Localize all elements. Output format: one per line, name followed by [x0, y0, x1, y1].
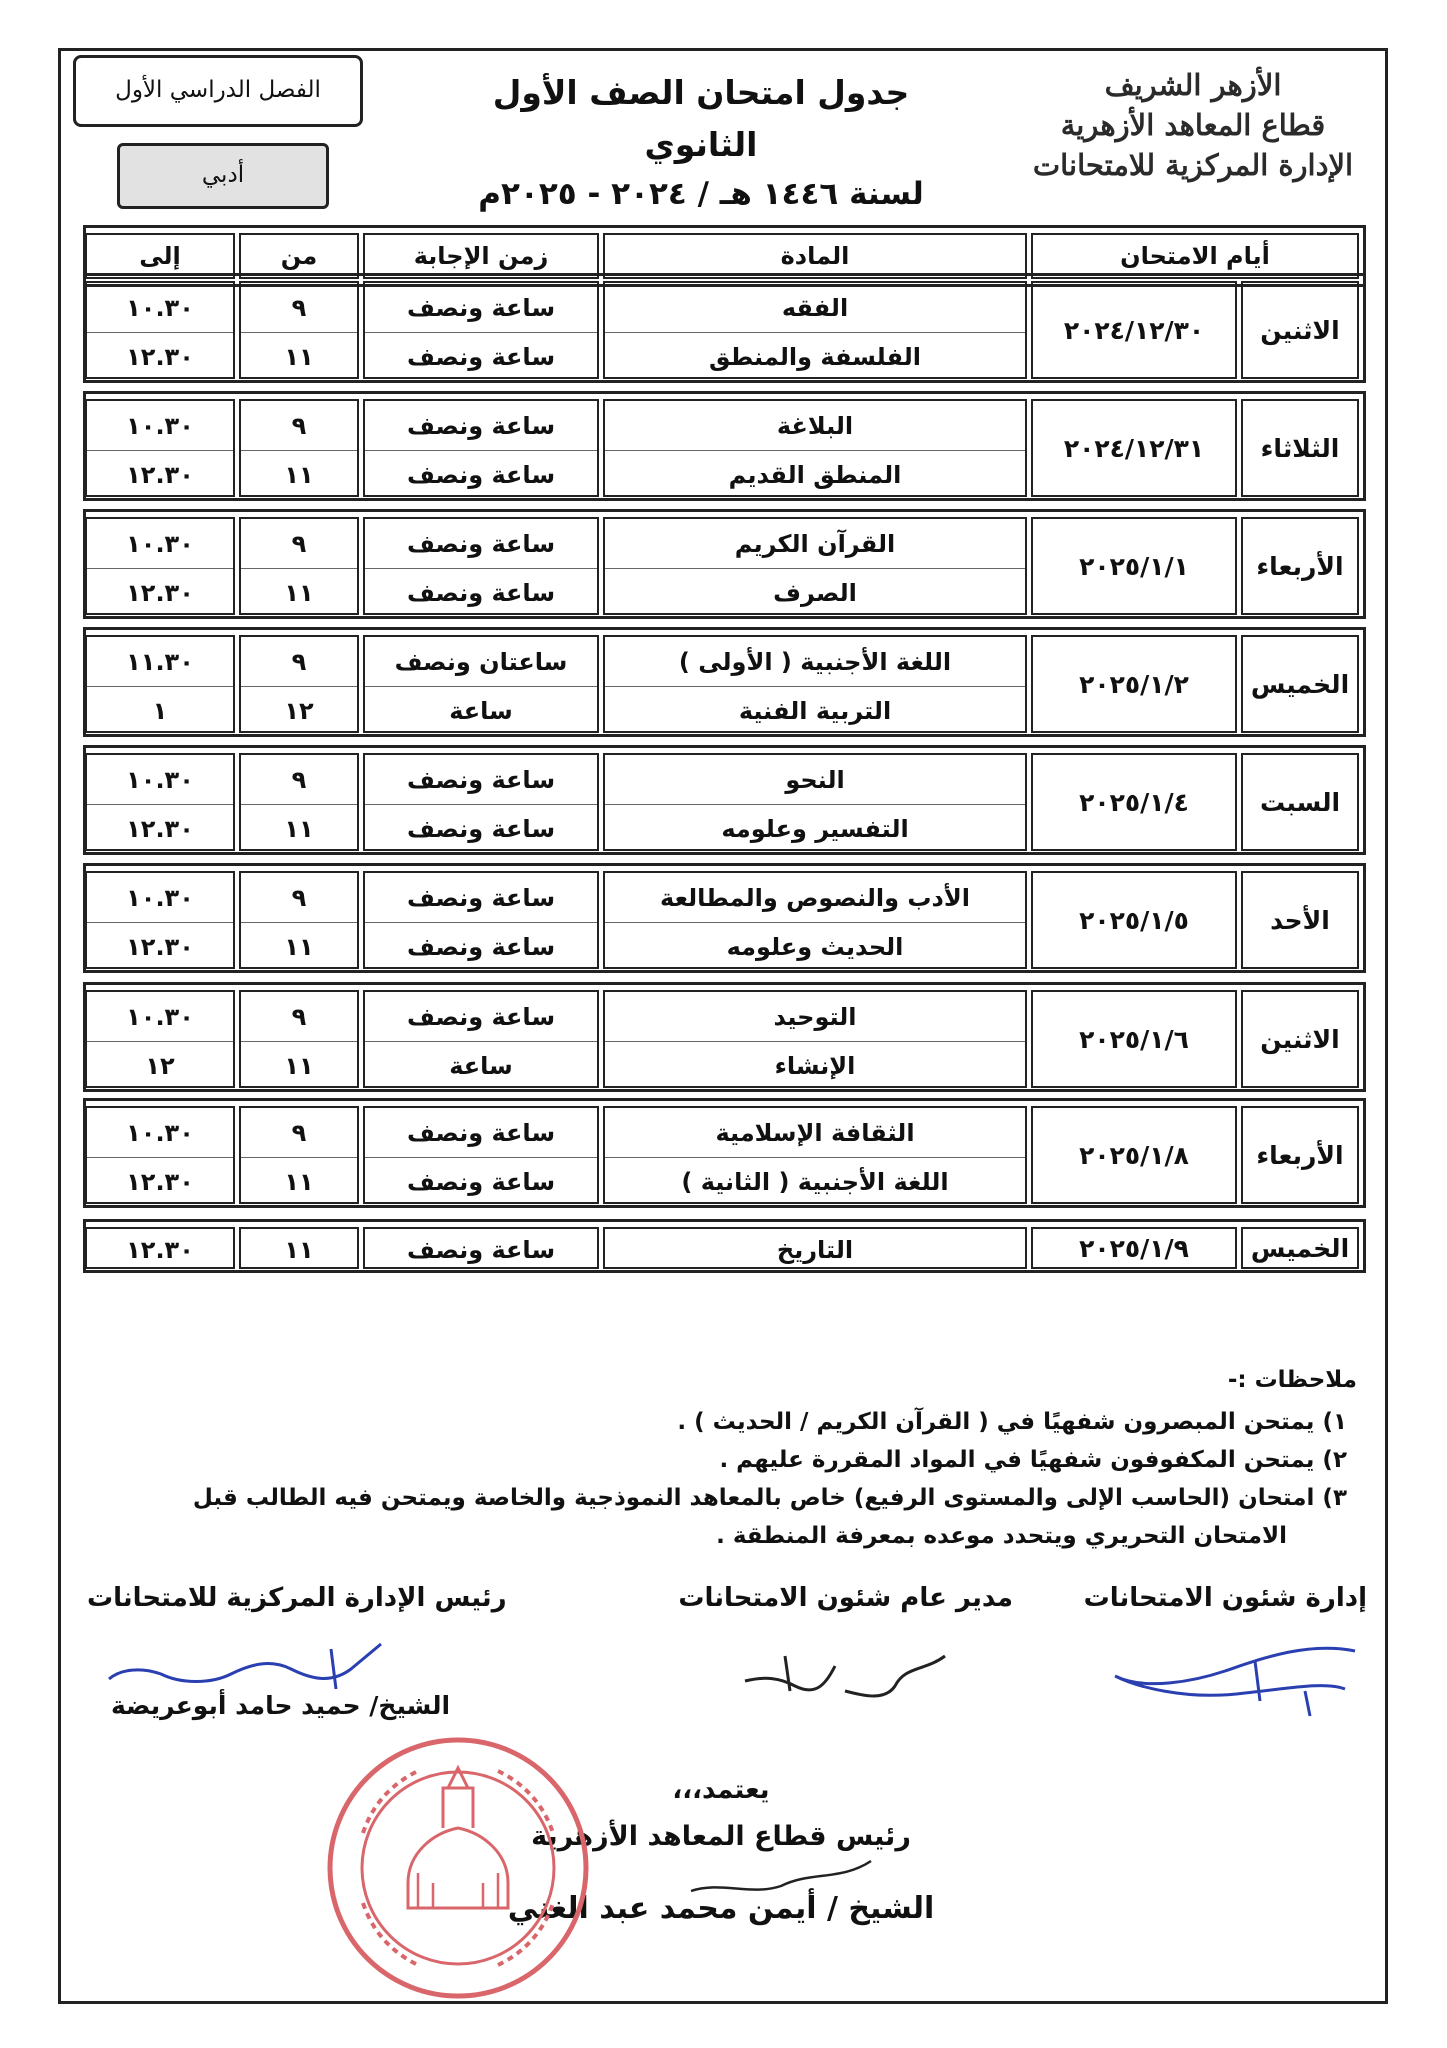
day-group [83, 982, 1366, 1092]
day-group [83, 391, 1366, 501]
schedule-title [441, 67, 961, 217]
from-cell [239, 399, 359, 497]
org-line: الأزهر الشريف [1104, 68, 1282, 102]
subject-cell [603, 990, 1027, 1088]
subject-value: المنطق القديم [728, 460, 902, 489]
to-value: ١٢.٣٠ [126, 342, 194, 371]
to-value: ١٢.٣٠ [126, 932, 194, 961]
header-subject: المادة [603, 233, 1027, 279]
from-value: ١١ [284, 578, 314, 607]
duration-cell [363, 1227, 599, 1269]
duration-value: ساعة ونصف [406, 814, 556, 843]
subject-cell [603, 517, 1027, 615]
subject-cell [603, 1227, 1027, 1269]
header-duration: زمن الإجابة [363, 233, 599, 279]
to-cell [85, 871, 235, 969]
duration-value: ساعة ونصف [406, 932, 556, 961]
duration-value: ساعة [449, 1051, 513, 1080]
semester-box: الفصل الدراسي الأول [73, 55, 363, 127]
duration-value: ساعة ونصف [365, 873, 597, 923]
day-cell: الأربعاء [1241, 1106, 1359, 1204]
approve-label: يعتمد،،، [672, 1775, 770, 1805]
day-cell: الثلاثاء [1241, 399, 1359, 497]
day-group [83, 745, 1366, 855]
date-cell: ٢٠٢٥/١/١ [1031, 517, 1237, 615]
day-cell: الأحد [1241, 871, 1359, 969]
subject-cell [603, 281, 1027, 379]
sector-head-title: رئيس قطاع المعاهد الأزهرية [531, 1821, 911, 1852]
header-to: إلى [85, 233, 235, 279]
subject-value: الثقافة الإسلامية [605, 1108, 1025, 1158]
from-cell [239, 753, 359, 851]
org-line: الإدارة المركزية للامتحانات [1032, 148, 1354, 182]
to-value: ١٢.٣٠ [126, 1236, 194, 1264]
exam-affairs-signature [1105, 1631, 1365, 1721]
subject-value: القرآن الكريم [605, 519, 1025, 569]
subject-value: التفسير وعلومه [721, 814, 909, 843]
subject-cell [603, 753, 1027, 851]
to-cell [85, 517, 235, 615]
day-cell: السبت [1241, 753, 1359, 851]
subject-value: النحو [605, 755, 1025, 805]
subject-cell [603, 871, 1027, 969]
duration-cell [363, 1106, 599, 1204]
day-cell: الاثنين [1241, 990, 1359, 1088]
date-cell: ٢٠٢٤/١٢/٣٠ [1031, 281, 1237, 379]
to-value: ١٢.٣٠ [126, 460, 194, 489]
from-value: ١١ [284, 1051, 314, 1080]
organization-header [1023, 65, 1363, 185]
duration-value: ساعة ونصف [406, 1167, 556, 1196]
org-line: قطاع المعاهد الأزهرية [1060, 108, 1326, 142]
header-from: من [239, 233, 359, 279]
day-cell: الأربعاء [1241, 517, 1359, 615]
exam-schedule-page [58, 48, 1388, 2004]
day-group [83, 1219, 1366, 1273]
duration-value: ساعة ونصف [365, 992, 597, 1042]
duration-value: ساعة ونصف [406, 342, 556, 371]
to-cell [85, 635, 235, 733]
from-cell [239, 1106, 359, 1204]
from-value: ٩ [241, 401, 357, 451]
from-value: ١٢ [284, 696, 314, 725]
from-value: ٩ [241, 519, 357, 569]
subject-value: البلاغة [605, 401, 1025, 451]
duration-value: ساعة ونصف [406, 460, 556, 489]
subject-cell [603, 399, 1027, 497]
day-cell: الاثنين [1241, 281, 1359, 379]
from-cell [239, 517, 359, 615]
from-value: ١١ [284, 814, 314, 843]
from-value: ٩ [241, 637, 357, 687]
from-value: ١١ [284, 932, 314, 961]
to-cell [85, 1106, 235, 1204]
to-value: ١٠.٣٠ [87, 1108, 233, 1158]
from-value: ١١ [284, 1167, 314, 1196]
subject-value: الإنشاء [774, 1051, 856, 1080]
note-item: ٣) امتحان (الحاسب الإلى والمستوى الرفيع) خاص بالمعاهد النموذجية والخاصة ويمتحن فيه الطالب قبل [192, 1485, 1347, 1511]
notes-section [117, 1361, 1357, 1555]
year-line: لسنة ١٤٤٦ هـ / ٢٠٢٤ - ٢٠٢٥م [478, 176, 924, 212]
from-value: ١١ [284, 460, 314, 489]
duration-cell [363, 990, 599, 1088]
from-cell [239, 1227, 359, 1269]
to-value: ١٢ [145, 1051, 175, 1080]
to-value: ١٢.٣٠ [126, 578, 194, 607]
duration-value: ساعة ونصف [365, 401, 597, 451]
from-value: ٩ [241, 283, 357, 333]
to-value: ١٠.٣٠ [87, 755, 233, 805]
header-days: أيام الامتحان [1031, 233, 1359, 279]
to-cell [85, 399, 235, 497]
title-text: جدول امتحان الصف الأول الثانوي [492, 73, 910, 164]
note-item: ١) يمتحن المبصرون شفهيًا في ( القرآن الكريم / الحديث ) . [677, 1409, 1347, 1435]
official-stamp [323, 1733, 593, 2003]
from-value: ٩ [241, 873, 357, 923]
to-cell [85, 753, 235, 851]
to-value: ١٠.٣٠ [87, 873, 233, 923]
central-head-title: رئيس الإدارة المركزية للامتحانات [87, 1583, 507, 1613]
subject-value: التاريخ [776, 1236, 854, 1264]
from-value: ١١ [284, 1236, 314, 1264]
from-value: ٩ [241, 992, 357, 1042]
to-cell [85, 281, 235, 379]
subject-value: الفقه [605, 283, 1025, 333]
duration-value: ساعة ونصف [365, 755, 597, 805]
duration-cell [363, 517, 599, 615]
day-group [83, 627, 1366, 737]
to-value: ١١.٣٠ [87, 637, 233, 687]
to-value: ١٢.٣٠ [126, 814, 194, 843]
from-cell [239, 871, 359, 969]
to-value: ١٠.٣٠ [87, 992, 233, 1042]
duration-value: ساعة ونصف [365, 1108, 597, 1158]
general-director-signature [725, 1636, 965, 1716]
note-continuation: الامتحان التحريري ويتحدد موعده بمعرفة المنطقة . [716, 1523, 1287, 1549]
day-group [83, 273, 1366, 383]
date-cell: ٢٠٢٥/١/٥ [1031, 871, 1237, 969]
to-value: ١٠.٣٠ [87, 401, 233, 451]
from-value: ٩ [241, 755, 357, 805]
from-cell [239, 281, 359, 379]
day-group [83, 863, 1366, 973]
subject-value: اللغة الأجنبية ( الثانية ) [681, 1167, 949, 1196]
date-cell: ٢٠٢٥/١/٢ [1031, 635, 1237, 733]
exam-affairs-title: إدارة شئون الامتحانات [1083, 1583, 1367, 1613]
duration-value: ساعة ونصف [406, 1236, 556, 1264]
subject-value: التوحيد [605, 992, 1025, 1042]
day-cell: الخميس [1241, 1227, 1359, 1269]
subject-value: الحديث وعلومه [726, 932, 904, 961]
date-cell: ٢٠٢٥/١/٨ [1031, 1106, 1237, 1204]
from-value: ٩ [241, 1108, 357, 1158]
duration-value: ساعة ونصف [365, 283, 597, 333]
subject-value: الأدب والنصوص والمطالعة [605, 873, 1025, 923]
date-cell: ٢٠٢٤/١٢/٣١ [1031, 399, 1237, 497]
day-cell: الخميس [1241, 635, 1359, 733]
to-cell [85, 990, 235, 1088]
day-group [83, 509, 1366, 619]
duration-cell [363, 753, 599, 851]
duration-cell [363, 635, 599, 733]
to-value: ١٠.٣٠ [87, 519, 233, 569]
date-cell: ٢٠٢٥/١/٦ [1031, 990, 1237, 1088]
duration-value: ساعة ونصف [406, 578, 556, 607]
subject-value: اللغة الأجنبية ( الأولى ) [605, 637, 1025, 687]
day-group [83, 1098, 1366, 1208]
duration-value: ساعة [449, 696, 513, 725]
general-director-title: مدير عام شئون الامتحانات [678, 1583, 1013, 1613]
notes-title: ملاحظات :- [1227, 1367, 1357, 1393]
date-cell: ٢٠٢٥/١/٩ [1031, 1227, 1237, 1269]
subject-value: التربية الفنية [738, 696, 892, 725]
subject-value: الفلسفة والمنطق [709, 342, 921, 371]
duration-value: ساعة ونصف [365, 519, 597, 569]
track-box: أدبي [117, 143, 329, 209]
to-value: ١ [152, 696, 168, 725]
note-item: ٢) يمتحن المكفوفون شفهيًا في المواد المقررة عليهم . [719, 1447, 1347, 1473]
duration-cell [363, 281, 599, 379]
duration-value: ساعتان ونصف [365, 637, 597, 687]
to-value: ١٢.٣٠ [126, 1167, 194, 1196]
subject-value: الصرف [773, 578, 857, 607]
subject-cell [603, 635, 1027, 733]
sector-head-name: الشيخ / أيمن محمد عبد الغني [507, 1891, 935, 1926]
subject-cell [603, 1106, 1027, 1204]
duration-cell [363, 399, 599, 497]
central-head-name: الشيخ/ حميد حامد أبوعريضة [111, 1691, 451, 1720]
to-value: ١٠.٣٠ [87, 283, 233, 333]
to-cell [85, 1227, 235, 1269]
date-cell: ٢٠٢٥/١/٤ [1031, 753, 1237, 851]
duration-cell [363, 871, 599, 969]
from-cell [239, 990, 359, 1088]
from-cell [239, 635, 359, 733]
from-value: ١١ [284, 342, 314, 371]
